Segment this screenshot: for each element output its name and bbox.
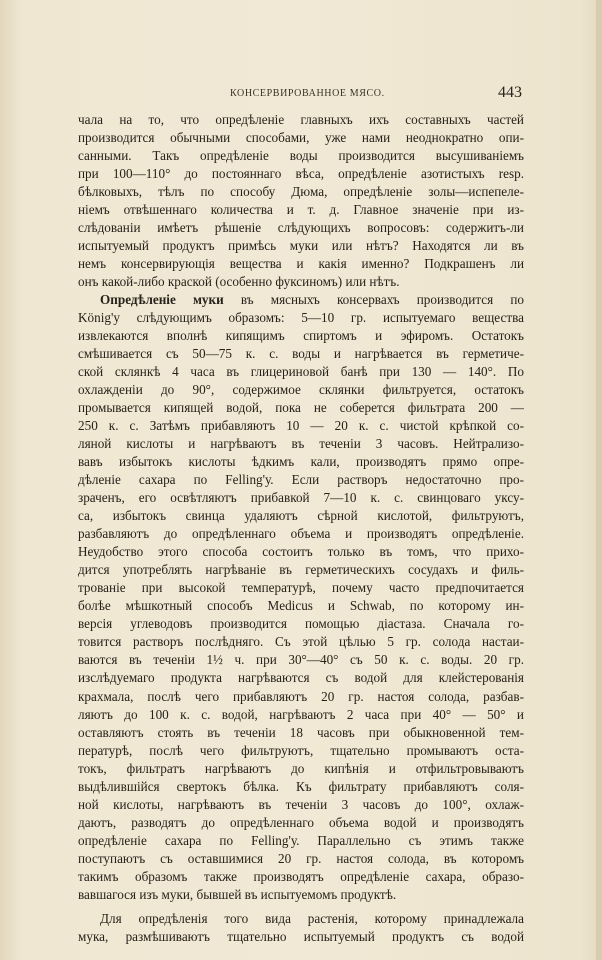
paragraph-intro <box>78 111 524 291</box>
text-line: зраченъ, его освѣтляютъ прибавкой 7—10 к. с. свинцоваго уксу- <box>78 490 524 506</box>
text-line: выдѣлившійся свертокъ бѣлка. Къ фильтрату прибавляютъ соля- <box>78 778 524 794</box>
text-line: товится растворъ послѣдняго. Съ этой цѣлью 5 гр. солода настаи- <box>78 634 524 650</box>
text-line: Неудобство этого способа состоитъ только въ томъ, что прихо- <box>78 544 524 560</box>
text-line: болѣе мѣшкотный способъ Medicus и Schwab, по которому ин- <box>78 598 524 614</box>
text-line: пературѣ, послѣ чего фильтруютъ, тщательно промываютъ оста- <box>78 742 524 758</box>
text-line: 250 к. с. Затѣмъ прибавляютъ 10 — 20 к. с. чистой крѣпкой со- <box>78 418 524 434</box>
text-line: König'у слѣдующимъ образомъ: 5—10 гр. испытуемаго вещества <box>78 310 524 326</box>
text-line-rest: въ мясныхъ консервахъ производится по <box>240 292 524 308</box>
text-line: токъ, фильтратъ нагрѣваютъ до кипѣнія и отфильтровываютъ <box>78 760 524 776</box>
text-line: крахмала, послѣ чего прибавляютъ 20 гр. настоя солода, разбав- <box>78 688 524 704</box>
text-line: оставляютъ стоять въ теченіи 18 часовъ при обыкновенной тем- <box>78 724 524 740</box>
text-line: чала на то, что опредѣленіе главныхъ ихъ составныхъ частей <box>78 112 524 127</box>
paragraph-heading: Опредѣленіе муки <box>100 292 224 308</box>
text-line: дѣленіе сахара по Felling'у. Если растворъ недостаточно про- <box>78 472 524 488</box>
text-line: трованіе при высокой температурѣ, почему часто предпочитается <box>78 580 524 596</box>
text-line: Для опредѣленія того вида растенія, которому принадлежала <box>100 910 524 926</box>
text-line: охлажденіи до 90°, содержимое склянки фильтруется, остатокъ <box>78 382 524 398</box>
paragraph-flour-detection <box>78 291 524 904</box>
page-number: 443 <box>498 84 522 101</box>
text-line: онъ какой-либо краской (особенно фуксиномъ) или нѣтъ. <box>78 274 400 290</box>
text-line: немъ консервирующія вещества и какія именно? Подкрашенъ ли <box>78 256 524 272</box>
page-gutter <box>596 0 602 960</box>
text-line: ляной кислоты и нагрѣваютъ въ теченіи 3 часовъ. Нейтрализо- <box>78 436 524 452</box>
text-line: разбавляютъ до опредѣленнаго объема и производятъ опредѣленіе. <box>78 526 524 542</box>
text-line: ляютъ до 100 к. с. водой, нагрѣваютъ 2 часа при 40° — 50° и <box>78 706 524 722</box>
text-line <box>78 291 524 309</box>
text-line: опредѣленіе сахара по Felling'у. Параллельно съ этимъ также <box>78 832 524 848</box>
text-line: промывается кипящей водой, пока не соберется фильтрата 200 — <box>78 400 524 416</box>
text-line: ной кислоты, нагрѣваютъ въ теченіи 3 часовъ до 100°, охлаж- <box>78 796 524 812</box>
text-line: изслѣдуемаго продукта нагрѣваются съ водой для клейстерованія <box>78 670 524 686</box>
text-line: смѣшивается съ 50—75 к. с. воды и нагрѣвается въ герметиче- <box>78 346 524 362</box>
text-line: мука, размѣшиваютъ тщательно испытуемый продуктъ съ водой <box>78 928 524 944</box>
text-line: даютъ, разводятъ до опредѣленнаго объема водой и производятъ <box>78 814 524 830</box>
text-line: испытуемый продуктъ примѣсь муки или нѣтъ? Находятся ли въ <box>78 238 524 254</box>
text-line: ніемъ отвѣшеннаго количества и т. д. Главное значеніе при из- <box>78 202 524 218</box>
text-line: вавъ избытокъ кислоты ѣдкимъ кали, производятъ прямо опре- <box>78 454 524 470</box>
text-line: дится употреблять нагрѣваніе въ герметическихъ сосудахъ и филь- <box>78 562 524 578</box>
text-line: ваются въ теченіи 1½ ч. при 30°—40° съ 50 к. с. воды. 20 гр. <box>78 652 524 668</box>
text-line: бѣлковыхъ, тѣлъ по способу Дюма, опредѣленіе золы—испепеле- <box>78 184 524 200</box>
text-line: санными. Такъ опредѣленіе воды производится высушиваніемъ <box>78 148 524 164</box>
text-line: ской склянкѣ 4 часа въ глицериновой банѣ при 130 — 140°. По <box>78 364 524 380</box>
page-header <box>78 84 526 106</box>
text-line: при 100—110° до постояннаго вѣса, опредѣленіе азотистыхъ resp. <box>78 166 524 182</box>
paragraph-plant-origin <box>78 910 524 946</box>
body-text <box>78 111 524 946</box>
text-line: такимъ образомъ также производятъ опредѣленіе сахара, образо- <box>78 868 524 884</box>
text-line: извлекаются вполнѣ кипящимъ спиртомъ и эфиромъ. Остатокъ <box>78 328 524 344</box>
text-line: слѣдованіи имѣетъ рѣшеніе слѣдующихъ вопросовъ: содержитъ-ли <box>78 220 524 236</box>
text-line: версія углеводовъ производится помощью діастаза. Сначала го- <box>78 616 524 632</box>
running-title: КОНСЕРВИРОВАННОЕ МЯСО. <box>230 88 385 99</box>
text-line: производится обычными способами, уже нами неоднократно опи- <box>78 130 524 146</box>
text-line: вавшагося изъ муки, бывшей въ испытуемомъ продуктѣ. <box>78 886 397 902</box>
text-line: поступаютъ съ оставшимися 20 гр. настоя солода, въ которомъ <box>78 850 524 866</box>
text-line: са, избытокъ свинца удаляютъ сѣрной кислотой, фильтруютъ, <box>78 508 524 524</box>
